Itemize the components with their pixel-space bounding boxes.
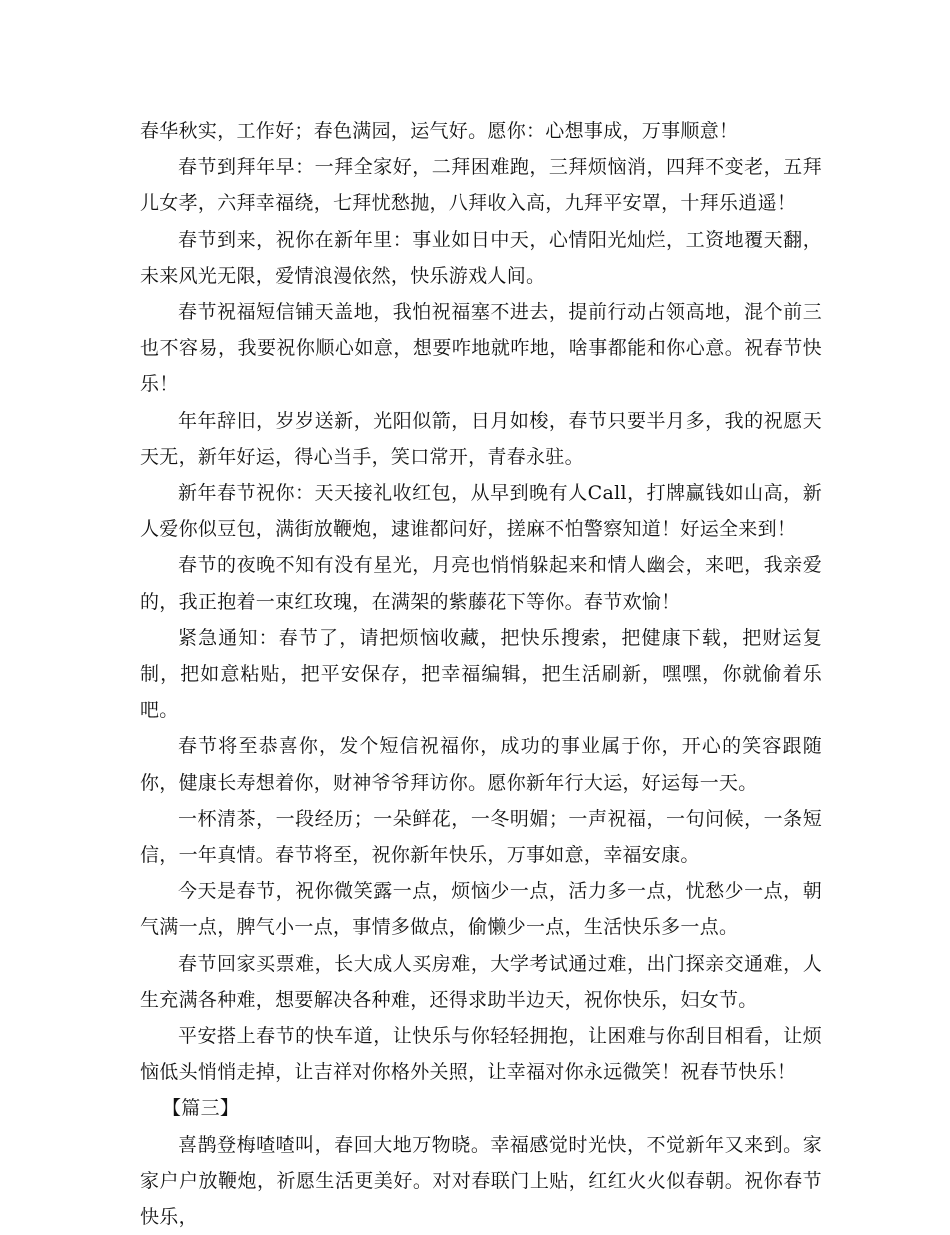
paragraph-4: 春节祝福短信铺天盖地，我怕祝福塞不进去，提前行动占领高地，混个前三也不容易，我要祝你顺心如意，想要咋地就咋地，啥事都能和你心意。祝春节快乐！ xyxy=(140,301,822,396)
document-body xyxy=(140,113,822,1235)
paragraph-1: 春华秋实，工作好；春色满园，运气好。愿你：心想事成，万事顺意！ xyxy=(140,120,739,142)
paragraph-6: 新年春节祝你：天天接礼收红包，从早到晚有人Call，打牌赢钱如山高，新人爱你似豆包，满街放鞭炮，逮谁都问好，搓麻不怕警察知道！好运全来到！ xyxy=(140,482,822,541)
paragraph-12: 春节回家买票难，长大成人买房难，大学考试通过难，出门探亲交通难，人生充满各种难，想要解决各种难，还得求助半边天，祝你快乐，妇女节。 xyxy=(140,952,822,1011)
paragraph-10: 一杯清茶，一段经历；一朵鲜花，一冬明媚；一声祝福，一句问候，一条短信，一年真情。春节将至，祝你新年快乐，万事如意，幸福安康。 xyxy=(140,807,822,867)
paragraph-3: 春节到来，祝你在新年里：事业如日中天，心情阳光灿烂，工资地覆天翻，未来风光无限，爱情浪漫依然，快乐游戏人间。 xyxy=(140,228,822,287)
paragraph-11: 今天是春节，祝你微笑露一点，烦恼少一点，活力多一点，忧愁少一点，朝气满一点，脾气小一点，事情多做点，偷懒少一点，生活快乐多一点。 xyxy=(140,880,822,939)
paragraph-7: 春节的夜晚不知有没有星光，月亮也悄悄躲起来和情人幽会，来吧，我亲爱的，我正抱着一束红玫瑰，在满架的紫藤花下等你。春节欢愉！ xyxy=(140,554,822,613)
paragraph-8: 紧急通知：春节了，请把烦恼收藏，把快乐搜索，把健康下载，把财运复制，把如意粘贴，把平安保存，把幸福编辑，把生活刷新，嘿嘿，你就偷着乐吧。 xyxy=(140,626,822,722)
section-heading: 【篇三】 xyxy=(162,1097,240,1120)
paragraph-9: 春节将至恭喜你，发个短信祝福你，成功的事业属于你，开心的笑容跟随你，健康长寿想着你，财神爷爷拜访你。愿你新年行大运，好运每一天。 xyxy=(140,735,822,794)
paragraph-2: 春节到拜年早：一拜全家好，二拜困难跑，三拜烦恼消，四拜不变老，五拜儿女孝，六拜幸福绕，七拜忧愁抛，八拜收入高，九拜平安罩，十拜乐逍遥！ xyxy=(140,156,822,215)
paragraph-5: 年年辞旧，岁岁送新，光阳似箭，日月如梭，春节只要半月多，我的祝愿天天无，新年好运，得心当手，笑口常开，青春永驻。 xyxy=(140,409,822,468)
paragraph-13: 平安搭上春节的快车道，让快乐与你轻轻拥抱，让困难与你刮目相看，让烦恼低头悄悄走掉，让吉祥对你格外关照，让幸福对你永远微笑！祝春节快乐！ xyxy=(140,1025,822,1084)
paragraph-final: 喜鹊登梅喳喳叫，春回大地万物晓。幸福感觉时光快，不觉新年又来到。家家户户放鞭炮，祈愿生活更美好。对对春联门上贴，红红火火似春朝。祝你春节快乐， xyxy=(140,1133,822,1229)
